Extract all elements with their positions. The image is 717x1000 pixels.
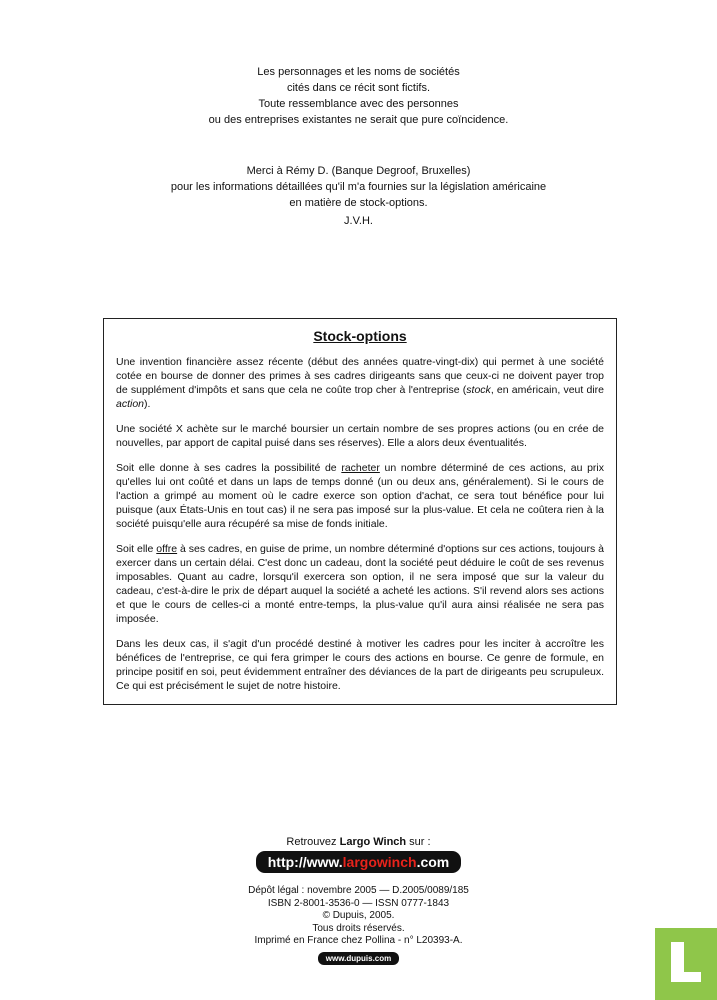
acknowledgements <box>0 163 717 229</box>
publisher-link[interactable]: www.dupuis.com <box>318 952 399 965</box>
box-title: Stock-options <box>313 328 407 344</box>
italic-term: stock <box>466 384 491 396</box>
thanks-line: en matière de stock-options. <box>289 197 428 209</box>
text: à ses cadres, en guise de prime, un nombre déterminé d'options sur ces actions, toujours à exercer dans un certain délai. C'est donc un cadeau, dont la société peut déduire le coût de ses revenus imposables. Quant au cadre, lorsqu'il exercera son option, il ne sera imposé que sur la valeur du cadeau, c'est-à-dire le prix de départ auquel la société a acheté les actions. S'il revend alors ses actions et que le cours de celles-ci a monté entre-temps, la plus-value qu'il aura ainsi réalisée ne sera pas imposée. <box>116 543 605 625</box>
retrouvez-line <box>0 836 717 849</box>
legal-notice <box>0 885 717 948</box>
brand-name: Largo Winch <box>339 836 407 848</box>
legal-line: ISBN 2-8001-3536-0 — ISSN 0777-1843 <box>267 897 450 909</box>
legal-line: © Dupuis, 2005. <box>322 910 395 921</box>
text: Une invention financière assez récente (début des années quatre-vingt-dix) qui permet à une société cotée en bourse de donner des primes à ses cadres dirigeants sans que ceux-ci ne doivent payer trop de supplément d'impôts et sans que cela ne coûte trop cher à l'entreprise ( <box>116 356 604 396</box>
disclaimer-line: Toute ressemblance avec des personnes <box>258 98 459 110</box>
paragraph-5: Dans les deux cas, il s'agit d'un procédé destiné à motiver les cadres pour les inciter à accroître les bénéfices de l'entreprise, ce qui fera grimper le cours des actions en bourse. Ce genre de formule, en principe positif en soi, peut évidemment entraîner des déviances de la part de dirigeants peu scrupuleux. Ce qui est précisément le sujet de notre histoire. <box>116 638 604 692</box>
text: Retrouvez <box>286 836 340 848</box>
text: , en américain, veut dire <box>490 384 604 396</box>
text: un nombre déterminé de ces actions, au prix qu'elles lui ont coûté et dans un laps de temps donné (un ou deux ans, généralement). Si le cours de l'action a grimpé au moment où le cadre exerce son option d'achat, ce sera tout bénéfice pour lui puisque (aux États-Unis en tout cas) il ne sera pas imposé sur la plus-value. Et cela ne coûtera rien à la société puisqu'elle aura récupéré sa mise de fonds initiale. <box>116 462 604 530</box>
stock-options-box <box>103 318 617 705</box>
url-suffix: .com <box>416 854 450 870</box>
footer <box>0 836 717 965</box>
text: Soit elle donne à ses cadres la possibilité de <box>116 462 342 474</box>
underlined-term: racheter <box>341 462 380 474</box>
disclaimer-line: Les personnages et les noms de sociétés <box>257 66 460 78</box>
url-brand: largowinch <box>342 854 417 870</box>
italic-term: action <box>116 398 145 410</box>
corner-logo-icon <box>655 928 717 1000</box>
thanks-line: pour les informations détaillées qu'il m'a fournies sur la législation américaine <box>170 181 547 193</box>
disclaimer-line: ou des entreprises existantes ne serait que pure coïncidence. <box>208 114 509 126</box>
paragraph-2: Une société X achète sur le marché boursier un certain nombre de ses propres actions (ou en crée de nouvelles, par apport de capital puisé dans ses réserves). Elle a alors deux éventualités. <box>116 423 604 449</box>
thanks-line: Merci à Rémy D. (Banque Degroof, Bruxelles) <box>246 165 471 177</box>
legal-line: Imprimé en France chez Pollina - n° L20393-A. <box>254 935 463 946</box>
text: sur : <box>406 836 431 848</box>
url-prefix: http://www. <box>267 854 343 870</box>
paragraph-3 <box>116 461 604 531</box>
paragraph-4 <box>116 542 604 626</box>
legal-line: Dépôt légal : novembre 2005 — D.2005/0089/185 <box>248 885 469 896</box>
signature: J.V.H. <box>344 215 373 227</box>
underlined-term: offre <box>156 543 178 555</box>
text: Soit elle <box>116 543 157 555</box>
website-link[interactable] <box>256 851 462 873</box>
disclaimer-line: cités dans ce récit sont fictifs. <box>286 82 431 94</box>
legal-line: Tous droits réservés. <box>312 922 405 934</box>
disclaimer <box>0 64 717 128</box>
text: ). <box>144 398 151 410</box>
paragraph-1 <box>116 355 604 411</box>
